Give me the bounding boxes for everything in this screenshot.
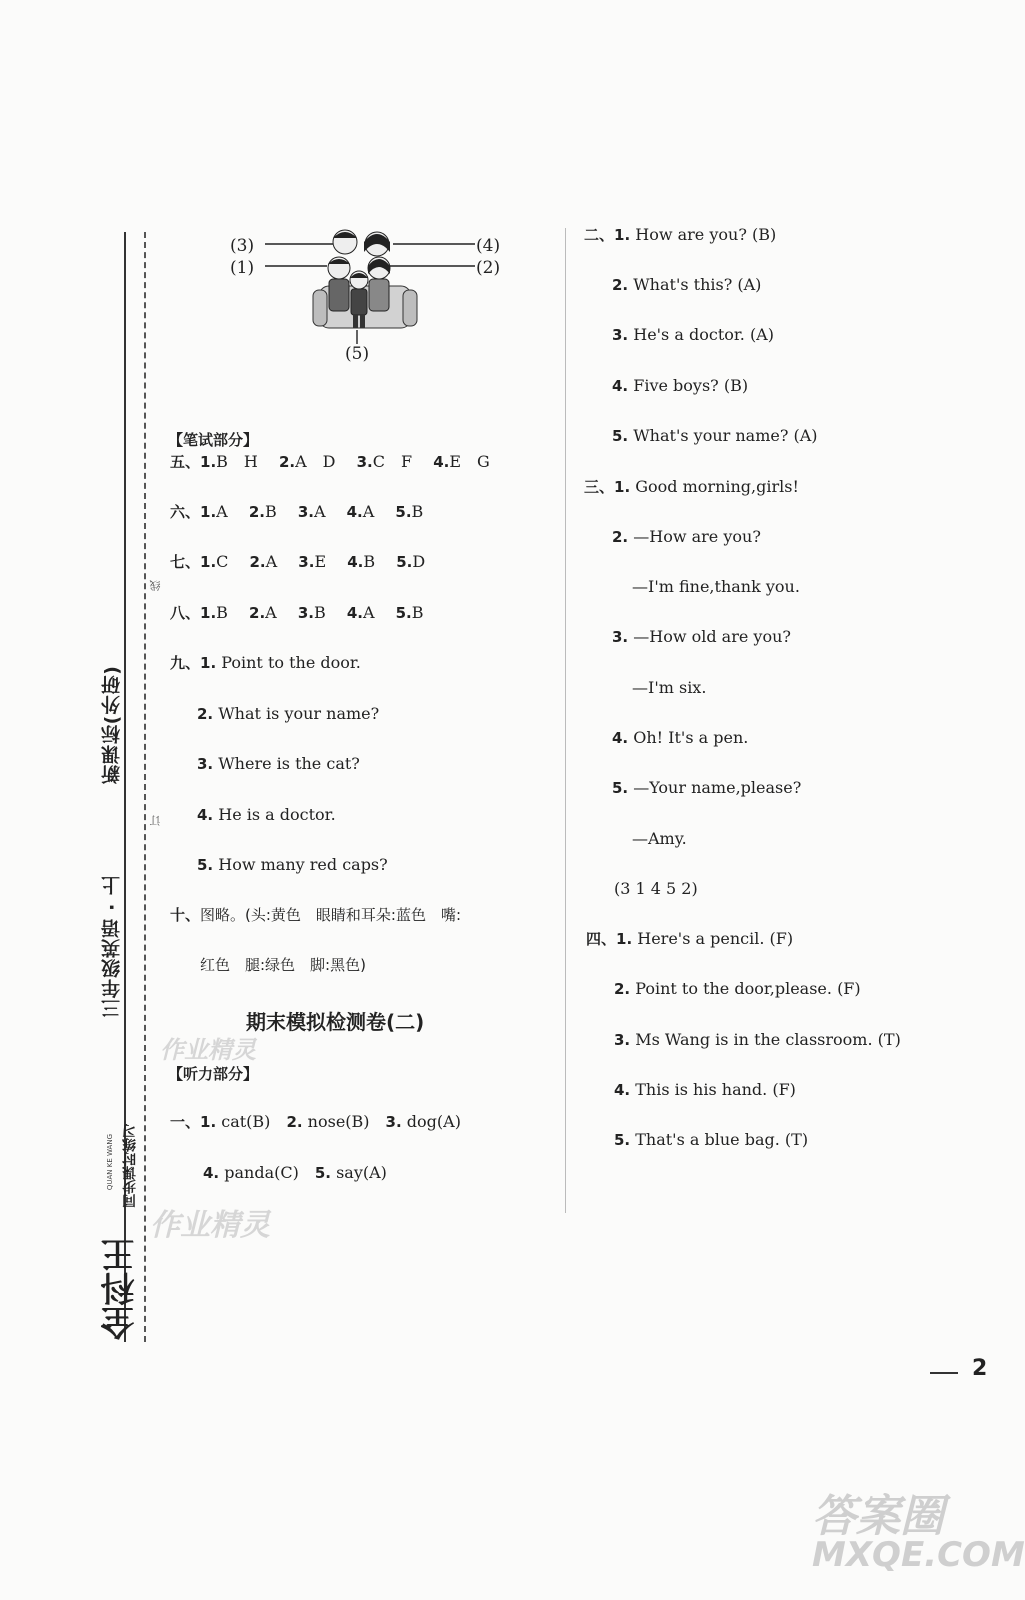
item-number: 1. bbox=[616, 930, 633, 948]
section-9-line-4 bbox=[197, 805, 336, 825]
item-answer: B bbox=[216, 603, 228, 622]
answer-line bbox=[614, 1130, 808, 1150]
item-text: Where is the cat? bbox=[218, 754, 360, 773]
section-label: 六、 bbox=[170, 503, 201, 521]
item-text: —I'm six. bbox=[632, 678, 707, 697]
item-text: panda(C) bbox=[224, 1163, 299, 1182]
answer-line bbox=[614, 979, 861, 999]
item-number: 2. bbox=[612, 276, 629, 294]
answer-row bbox=[170, 502, 423, 522]
item-text: He is a doctor. bbox=[218, 805, 336, 824]
item-number: 5. bbox=[612, 427, 629, 445]
item-number: 5. bbox=[197, 856, 214, 874]
item-text: Good morning,girls! bbox=[635, 477, 799, 496]
item-number: 2. bbox=[248, 503, 265, 521]
item-text: say(A) bbox=[336, 1163, 387, 1182]
item-text: —Your name,please? bbox=[633, 778, 802, 797]
answer-line bbox=[584, 477, 799, 497]
item-number: 4. bbox=[197, 806, 214, 824]
item-number: 3. bbox=[297, 503, 314, 521]
item-number: 2. bbox=[286, 1113, 303, 1131]
written-section-header: 【笔试部分】 bbox=[168, 431, 259, 449]
item-number: 4. bbox=[614, 1081, 631, 1099]
item-answer: A bbox=[265, 552, 278, 571]
item-text: This is his hand. (F) bbox=[635, 1080, 796, 1099]
item-answer: B bbox=[411, 603, 424, 622]
item-text: (3 1 4 5 2) bbox=[614, 879, 698, 898]
item-number: 1. bbox=[200, 553, 217, 571]
section-9-line-1 bbox=[170, 653, 361, 673]
column-divider bbox=[565, 228, 566, 1213]
item-text: nose(B) bbox=[307, 1112, 370, 1131]
item-answer: A bbox=[362, 502, 375, 521]
item-text: How many red caps? bbox=[218, 855, 388, 874]
listening-section-header: 【听力部分】 bbox=[168, 1065, 259, 1083]
item-answer: A bbox=[265, 603, 277, 622]
paper-title: 期末模拟检测卷(二) bbox=[246, 1010, 425, 1034]
section-9-label: 九、 bbox=[170, 654, 201, 672]
item-number: 2. bbox=[249, 604, 266, 622]
item-number: 4. bbox=[612, 377, 629, 395]
item-text: What's your name? (A) bbox=[633, 426, 818, 445]
answer-line bbox=[612, 778, 801, 798]
item-number: 3. bbox=[356, 453, 373, 471]
item-answer: B bbox=[313, 603, 326, 622]
section-label: 七、 bbox=[170, 553, 201, 571]
section-9-line-3 bbox=[197, 754, 360, 774]
figure-label-4: (4) bbox=[476, 236, 501, 256]
item-text: What is your name? bbox=[218, 704, 380, 723]
item-answer: A bbox=[362, 603, 375, 622]
item-number: 3. bbox=[385, 1113, 402, 1131]
item-number: 3. bbox=[612, 326, 629, 344]
answer-row bbox=[170, 603, 424, 623]
item-number: 5. bbox=[396, 553, 413, 571]
item-text: Oh! It's a pen. bbox=[633, 728, 749, 747]
item-number: 5. bbox=[395, 604, 412, 622]
brand-logo bbox=[96, 1120, 140, 1345]
answer-line bbox=[612, 627, 791, 647]
edition-label: 新课标(外研) bbox=[101, 665, 123, 785]
section-9-line-2 bbox=[197, 704, 379, 724]
watermark: 答案圈 bbox=[812, 1491, 944, 1542]
figure-label-1: (1) bbox=[230, 258, 255, 278]
item-answer: A D bbox=[295, 452, 336, 471]
answer-line bbox=[584, 225, 776, 245]
section-10-text-2: 红色 腿:绿色 脚:黑色) bbox=[200, 956, 366, 974]
item-answer: A bbox=[216, 502, 228, 521]
item-answer: A bbox=[313, 502, 326, 521]
item-answer: B bbox=[363, 552, 376, 571]
answer-line bbox=[614, 879, 698, 899]
answer-line bbox=[612, 728, 748, 748]
item-text: —Amy. bbox=[632, 829, 687, 848]
item-number: 1. bbox=[614, 226, 631, 244]
item-text: What's this? (A) bbox=[633, 275, 762, 294]
item-answer: C F bbox=[372, 452, 413, 471]
item-text: How are you? (B) bbox=[635, 225, 777, 244]
answer-line bbox=[612, 527, 761, 547]
watermark: 作业精灵 bbox=[160, 1036, 256, 1064]
answer-line bbox=[632, 829, 687, 849]
item-text: Point to the door,please. (F) bbox=[635, 979, 861, 998]
watermark: MXQE.COM bbox=[812, 1535, 1025, 1575]
item-answer: E G bbox=[449, 452, 490, 471]
section-10-label: 十、 bbox=[170, 906, 201, 924]
watermark: 作业精灵 bbox=[150, 1208, 270, 1243]
answer-line bbox=[632, 678, 706, 698]
item-number: 1. bbox=[200, 503, 217, 521]
grade-label: 三年级英语 · 上 bbox=[101, 875, 123, 1019]
brand-logo-text: 全科王 bbox=[101, 1238, 141, 1340]
cut-mark-xian: 线 bbox=[149, 580, 162, 591]
item-text: Here's a pencil. (F) bbox=[637, 929, 794, 948]
item-number: 3. bbox=[612, 628, 629, 646]
item-number: 4. bbox=[612, 729, 629, 747]
item-text: —How are you? bbox=[633, 527, 761, 546]
answer-line bbox=[612, 376, 748, 396]
item-number: 3. bbox=[298, 553, 315, 571]
item-answer: C bbox=[216, 552, 229, 571]
item-answer: B H bbox=[216, 452, 258, 471]
item-number: 3. bbox=[297, 604, 314, 622]
item-number: 4. bbox=[346, 503, 363, 521]
item-text: Five boys? (B) bbox=[633, 376, 749, 395]
page-number-dash bbox=[930, 1372, 958, 1374]
answer-line bbox=[612, 426, 818, 446]
item-number: 1. bbox=[614, 478, 631, 496]
section-1-label: 一、 bbox=[170, 1113, 201, 1131]
section-label: 八、 bbox=[170, 604, 201, 622]
section-label: 二、 bbox=[584, 226, 615, 244]
item-number: 4. bbox=[203, 1164, 220, 1182]
item-number: 5. bbox=[314, 1164, 331, 1182]
item-text: He's a doctor. (A) bbox=[633, 325, 774, 344]
answer-line bbox=[612, 325, 774, 345]
item-number: 3. bbox=[197, 755, 214, 773]
answer-line bbox=[614, 1080, 796, 1100]
spine-dashed-line bbox=[144, 232, 146, 1342]
item-text: cat(B) bbox=[221, 1112, 271, 1131]
item-text: Point to the door. bbox=[221, 653, 361, 672]
item-text: That's a blue bag. (T) bbox=[635, 1130, 809, 1149]
item-answer: B bbox=[411, 502, 424, 521]
family-illustration bbox=[265, 228, 477, 346]
figure-label-3: (3) bbox=[230, 236, 255, 256]
item-number: 2. bbox=[278, 453, 296, 471]
item-number: 5. bbox=[614, 1131, 631, 1149]
item-number: 4. bbox=[347, 553, 364, 571]
answer-line bbox=[586, 929, 793, 949]
item-text: —How old are you? bbox=[633, 627, 791, 646]
answer-line bbox=[632, 577, 800, 597]
figure-label-5: (5) bbox=[345, 344, 370, 364]
item-answer: D bbox=[412, 552, 426, 571]
section-label: 五、 bbox=[170, 453, 201, 471]
item-answer: B bbox=[264, 502, 277, 521]
item-number: 1. bbox=[200, 453, 217, 471]
item-number: 1. bbox=[200, 1113, 217, 1131]
section-10-text-1: 图略。(头:黄色 眼睛和耳朵:蓝色 嘴: bbox=[200, 906, 462, 924]
item-text: dog(A) bbox=[406, 1112, 461, 1131]
item-number: 5. bbox=[612, 779, 629, 797]
item-number: 2. bbox=[249, 553, 266, 571]
section-label: 三、 bbox=[584, 478, 615, 496]
item-number: 2. bbox=[612, 528, 629, 546]
item-text: Ms Wang is in the classroom. (T) bbox=[635, 1030, 901, 1049]
section-1-line-2 bbox=[203, 1163, 387, 1183]
answer-row bbox=[170, 452, 490, 472]
answer-line bbox=[612, 275, 761, 295]
item-number: 5. bbox=[395, 503, 412, 521]
figure-label-2: (2) bbox=[476, 258, 501, 278]
section-10-line-1 bbox=[170, 905, 461, 925]
brand-series-text: 同步课时练习 bbox=[122, 1124, 138, 1208]
item-number: 2. bbox=[614, 980, 631, 998]
item-number: 4. bbox=[346, 604, 363, 622]
page-number: 2 bbox=[972, 1356, 988, 1381]
item-number: 3. bbox=[614, 1031, 631, 1049]
item-number: 4. bbox=[433, 453, 450, 471]
cut-mark-ding: 订 bbox=[149, 815, 162, 826]
brand-pinyin-text: QUAN KE WANG bbox=[106, 1134, 114, 1191]
answer-line bbox=[614, 1030, 901, 1050]
item-text: —I'm fine,thank you. bbox=[632, 577, 800, 596]
section-1-line-1 bbox=[170, 1112, 461, 1132]
item-number: 1. bbox=[200, 604, 217, 622]
item-answer: E bbox=[314, 552, 327, 571]
section-label: 四、 bbox=[586, 930, 617, 948]
section-9-line-5 bbox=[197, 855, 388, 875]
item-number: 2. bbox=[197, 705, 214, 723]
item-number: 1. bbox=[200, 654, 217, 672]
answer-row bbox=[170, 552, 425, 572]
